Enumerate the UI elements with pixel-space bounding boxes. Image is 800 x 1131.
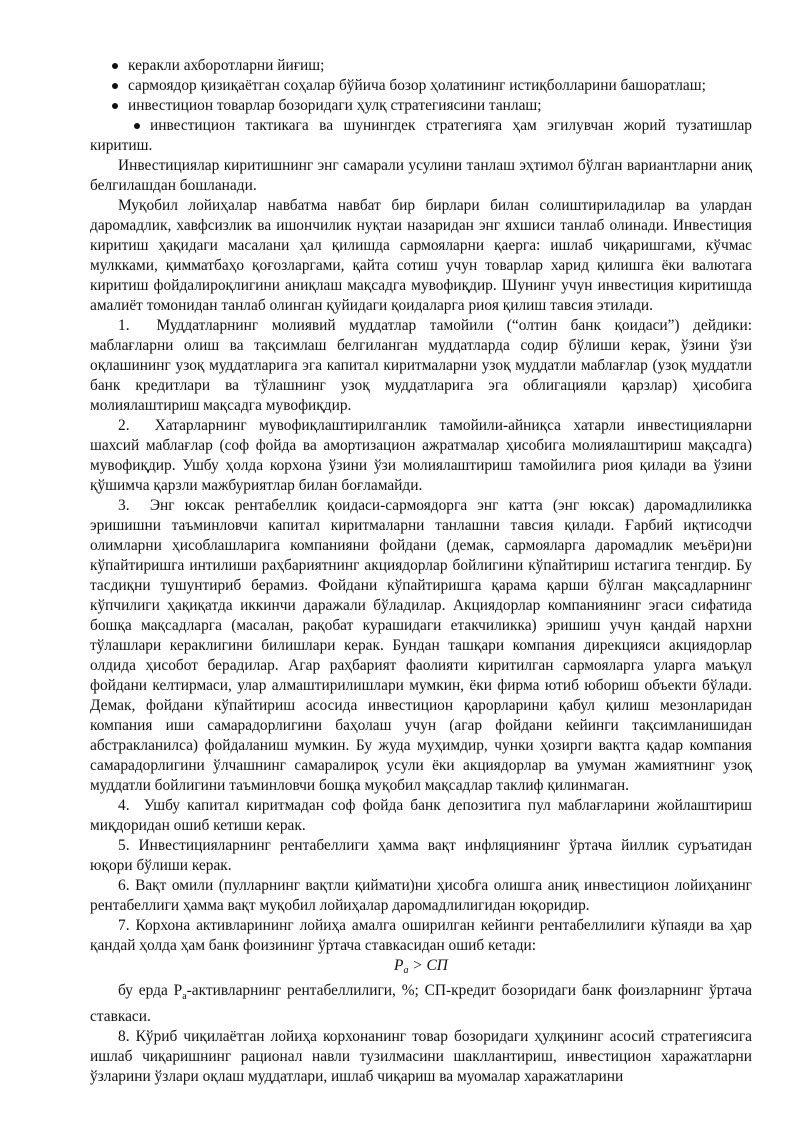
bullet-icon — [112, 103, 118, 109]
paragraph: 3. Энг юксак рентабеллик қоидаси-сармоядорга энг катта (энг юксак) даромадлиликка эришишни таъминловчи капитал киритмаларни танлашни тавсия қилади. Ғарбий иқтисодчи олимларни ҳисоблашларига компанияни фойдани (демак, сармояларга даромадлик меъёри)ни кўпайтиришга интилиши раҳбариятнинг акциядорлар бойлигини кўпайтириш истагига тенгдир. Бу тасдиқни тушунтириб берамиз. Фойдани кўпайтиришга қарама қарши бўлган мақсадларнинг кўпчилиги ҳақиқатда иккинчи даражали бўладилар. Акциядорлар компаниянинг эгаси сифатида бошқа мақсадларга (масалан, рақобат курашидаги етакчиликка) эришиш учун қандай нархни тўлашлари кераклигини билишлари керак. Бундан ташқари компания дирекцияси акциядорлар олдида ҳисобот берадилар. Агар раҳбарият фаолияти киритилган сармояларга уларга маъқул фойдани келтирмаси, улар алмаштирилишлари мумкин, ёки фирма ютиб юбориш объекти бўлади. Демак, фойдани кўпайтириш асосида инвестицион қарорларини қабул қилиш мезонларидан компания иши самарадорлигини баҳолаш учун (агар фойдани кейинги тақсимланишидан абстракланилса) фойдаланиш мумкин. Бу жуда муҳимдир, чунки ҳозирги вақтга қадар компания самарадорлигини ўлчашнинг самаралироқ усули ёки акциядорлар ва умуман жамиятнинг узоқ муддатли бойлигини таъминловчи бошқа муқобил мақсадлар таклиф қилинмаган. — [90, 497, 752, 794]
paragraph: 6. Вақт омили (пулларнинг вақтли қиймати)ни ҳисобга олишга аниқ инвестицион лойиҳанинг рентабеллиги ҳамма вақт муқобил лойиҳалар даромадлилигидан юқоридир. — [90, 877, 752, 914]
formula-left: Р — [394, 957, 404, 974]
paragraph: 2. Хатарларнинг мувофиқлаштирилганлик тамойили-айниқса хатарли инвестицияларни шахсий маблағлар (соф фойда ва амортизацион ажратмалар ҳисобига молиялаштириш мақсадга) мувофиқдир. Ушбу ҳолда корхона ўзини ўзи молиялаштириш тамойилига риоя қилади ва ўзини қўшимча қарзли мажбуриятлар билан боғламайди. — [90, 417, 752, 494]
paragraph: бу ерда $Р_а$-активларнинг рентабеллилиги, %; СП-кредит бозоридаги банк фоизларнинг ўртача ставкаси. — [90, 982, 752, 1026]
formula-operator: > — [408, 957, 427, 974]
paragraph: 5. Инвестицияларнинг рентабеллиги ҳамма вақт инфляциянинг ўртача йиллик суръатидан юқори бўлиши керак. — [90, 837, 752, 874]
paragraph: 1. Муддатларнинг молиявий муддатлар тамойили (“олтин банк қоидаси”) дейдики: маблағларни олиш ва тақсимлаш белгиланган муддатларда содир бўлиши керак, ўзини ўзи оқлашининг узоқ муддатларига эга капитал киритмаларни узоқ муддатли маблағлар (узоқ муддатли банк кредитлари ва тўлашнинг узоқ муддатларига эга облигацияли қарзлар) ҳисобига молиялаштириш мақсадга мувофиқдир. — [90, 317, 752, 414]
list-item: керакли ахборотларни йиғиш; — [90, 56, 752, 76]
paragraph: 8. Кўриб чиқилаётган лойиҳа корхонанинг товар бозоридаги ҳулқининг асосий стратегиясига ишлаб чиқаришнинг рационал навли тузилмасини шакллантириш, инвестицион харажатларни ўзларини ўзлари оқлаш муддатлари, ишлаб чиқариш ва муомалар харажатларини — [90, 1028, 752, 1086]
paragraph: 7. Корхона активларининг лойиҳа амалга оширилган кейинги рентабеллилиги кўпаяди ва ҳар қандай ҳолда ҳам банк фоизининг ўртача ставкасидан ошиб кетади: — [90, 917, 752, 954]
formula-subscript: а — [403, 965, 409, 976]
bullet-list — [90, 56, 752, 156]
bullet-icon — [112, 83, 118, 89]
bullet-icon — [112, 63, 118, 69]
list-item: инвестицион товарлар бозоридаги ҳулқ стратегиясини танлаш; — [90, 96, 752, 116]
paragraph: 4. Ушбу капитал киритмадан соф фойда банк депозитига пул маблағларини жойлаштириш миқдоридан ошиб кетиши керак. — [90, 797, 752, 834]
bullet-icon — [134, 123, 140, 129]
paragraph: Муқобил лойиҳалар навбатма навбат бир бирлари билан солиштириладилар ва улардан даромадлик, хавфсизлик ва ишончилик нуқтаи назаридан энг яхшиси танлаб олинади. Инвестиция киритиш ҳақидаги масалани ҳал қилишда сармояларни қаерга: ишлаб чиқаришгами, кўчмас мулкками, қимматбаҳо қоғозларгами, қайта сотиш учун товарлар харид қилишга ёки валютага киритиш фойдалироқлигини аниқлаш мақсадга мувофиқдир. Шунинг учун инвестиция киритишда амалиёт томонидан танлаб олинган қуйидаги қоидаларга риоя қилиш тавсия этилади. — [90, 197, 752, 314]
formula-right: СП — [426, 957, 448, 974]
formula — [90, 956, 752, 981]
subscript: а — [182, 991, 187, 1003]
list-item: сармоядор қизиқаётган соҳалар бўйича бозор ҳолатининг истиқболларини башоратлаш; — [90, 76, 752, 96]
paragraph: Инвестициялар киритишнинг энг самарали усулини танлаш эҳтимол бўлган вариантларни аниқ белгилашдан бошланади. — [90, 157, 752, 194]
list-item: инвестицион тактикага ва шунингдек стратегияга ҳам эгилувчан жорий тузатишлар киритиш. — [90, 117, 752, 154]
document-page — [90, 56, 752, 1087]
